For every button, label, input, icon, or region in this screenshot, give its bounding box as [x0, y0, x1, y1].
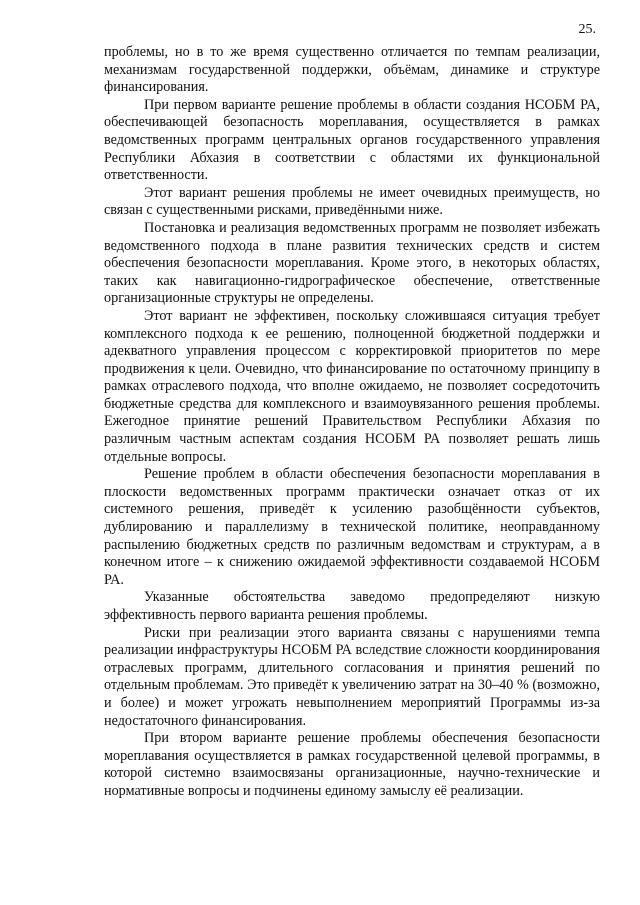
paragraph-continuation: проблемы, но в то же время существенно отличается по темпам реализации, механизмам государственной поддержки, объёмам, динамике и структуре финансирования. [104, 44, 600, 96]
paragraph: Постановка и реализация ведомственных программ не позволяет избежать ведомственного подхода в плане развития технических средств и систем обеспечения безопасности мореплавания. Кроме этого, в некоторых областях, таких как навигационно-гидрографическое обеспечение, ответственные организационные структуры не определены. [104, 219, 600, 307]
paragraph: Указанные обстоятельства заведомо предопределяют низкую эффективность первого варианта решения проблемы. [104, 589, 600, 623]
paragraph: При первом варианте решение проблемы в области создания НСОБМ РА, обеспечивающей безопасность мореплавания, осуществляется в рамках ведомственных программ центральных органов государственного управления Республики Абхазия в соответствии с областями их функциональной ответственности. [104, 96, 600, 184]
paragraph: Решение проблем в области обеспечения безопасности мореплавания в плоскости ведомственных программ практически означает отказ от их системного решения, приведёт к усилению разобщённости субъектов, дублированию и параллелизму в технической политике, неоправданному распылению бюджетных средств по различным ведомствам и структурам, а в конечном итоге – к снижению ожидаемой эффективности создаваемой НСОБМ РА. [104, 466, 600, 588]
paragraph: Этот вариант решения проблемы не имеет очевидных преимуществ, но связан с существенными рисками, приведёнными ниже. [104, 184, 600, 219]
paragraph: При втором варианте решение проблемы обеспечения безопасности мореплавания осуществляется в рамках государственной целевой программы, в которой системно взаимосвязаны организационные, научно-технические и нормативные вопросы и подчинены единому замыслу её реализации. [104, 730, 600, 799]
paragraph: Этот вариант не эффективен, поскольку сложившаяся ситуация требует комплексного подхода к ее решению, полноценной бюджетной поддержки и адекватного управления процессом с корректировкой приоритетов по мере продвижения к цели. Очевидно, что финансирование по остаточному принципу в рамках отраслевого подхода, что вполне ожидаемо, не позволяет сосредоточить бюджетные средства для комплексного и взаимоувязанного решения проблемы. Ежегодное принятие решений Правительством Республики Абхазия по различным частным аспектам создания НСОБМ РА позволяет решать лишь отдельные вопросы. [104, 307, 600, 465]
page-number: 25. [578, 22, 596, 37]
paragraph: Риски при реализации этого варианта связаны с нарушениями темпа реализации инфраструктуры НСОБМ РА вследствие сложности координирования отраслевых программ, длительного согласования и принятия решений по отдельным проблемам. Это приведёт к увеличению затрат на 30–40 % (возможно, и более) и может угрожать невыполнением мероприятий Программы из-за недостаточного финансирования. [104, 624, 600, 729]
body-text [104, 44, 600, 801]
